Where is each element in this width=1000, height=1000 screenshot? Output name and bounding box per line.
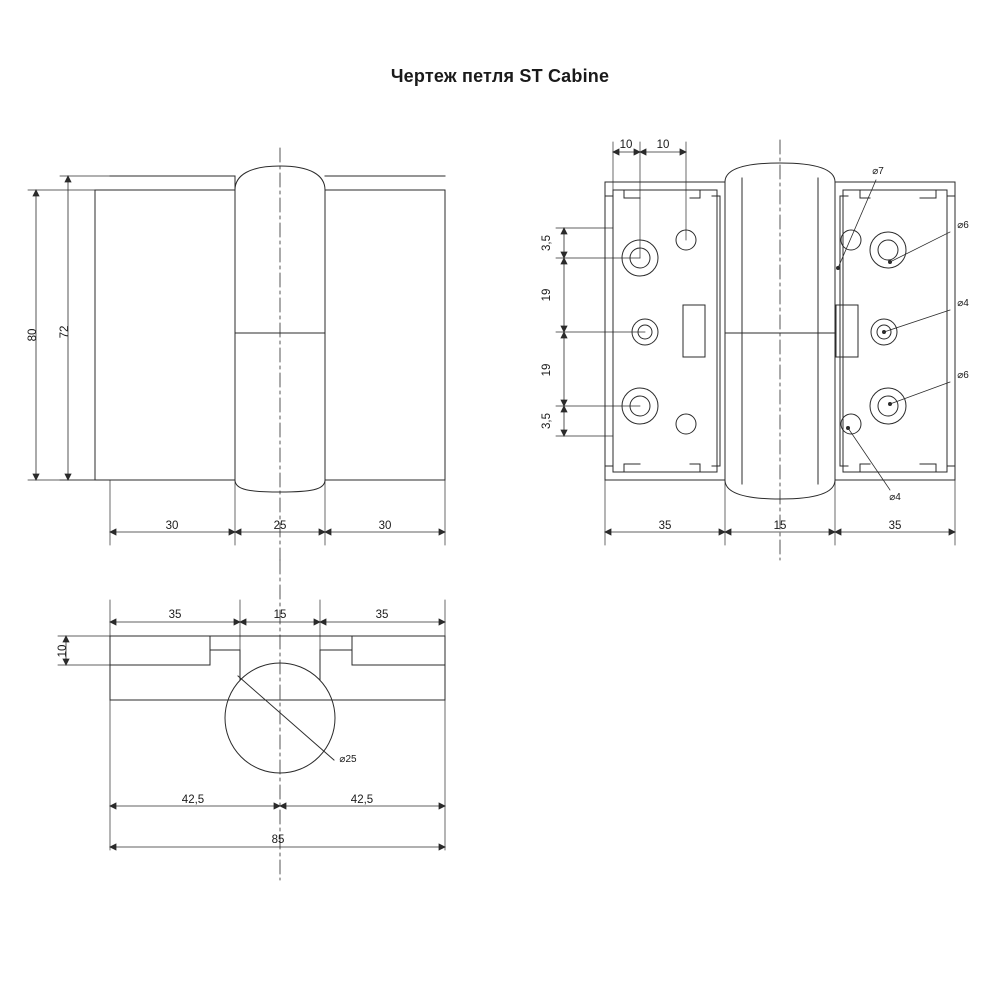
dim-plan-bottom-left: 42,5 <box>181 794 205 806</box>
dim-front-width-center: 25 <box>273 520 287 532</box>
dim-plan-top-center: 15 <box>273 609 287 621</box>
callout-hole-mid-right: ⌀4 <box>957 298 969 309</box>
dim-section-top-right: 10 <box>656 139 670 151</box>
callout-hole-bottom: ⌀4 <box>889 492 901 503</box>
callout-plan-circle: ⌀25 <box>339 754 357 765</box>
dim-section-bottom-left: 35 <box>658 520 672 532</box>
plan-view <box>58 560 445 880</box>
callout-hole-lower-right: ⌀6 <box>957 370 969 381</box>
dim-section-vert-3: 19 <box>541 363 553 377</box>
dim-front-height-overall: 80 <box>27 328 39 342</box>
dim-plan-overall: 85 <box>271 834 285 846</box>
dim-front-height-inner: 72 <box>59 325 71 339</box>
dim-section-vert-4: 3,5 <box>541 413 553 429</box>
dim-section-bottom-right: 35 <box>888 520 902 532</box>
dim-plan-top-left: 35 <box>168 609 182 621</box>
callout-hole-top-right: ⌀7 <box>872 166 884 177</box>
dim-section-bottom-center: 15 <box>773 520 787 532</box>
dim-section-vert-1: 3,5 <box>541 235 553 251</box>
dim-plan-top-right: 35 <box>375 609 389 621</box>
dim-plan-left-height: 10 <box>57 644 69 658</box>
dim-front-width-left: 30 <box>165 520 179 532</box>
dim-plan-bottom-right: 42,5 <box>350 794 374 806</box>
dim-section-top-left: 10 <box>619 139 633 151</box>
dim-front-width-right: 30 <box>378 520 392 532</box>
callout-hole-upper-right: ⌀6 <box>957 220 969 231</box>
page-title: Чертеж петля ST Cabine <box>390 66 610 86</box>
dim-section-vert-2: 19 <box>541 288 553 302</box>
front-elevation-view <box>28 148 445 560</box>
